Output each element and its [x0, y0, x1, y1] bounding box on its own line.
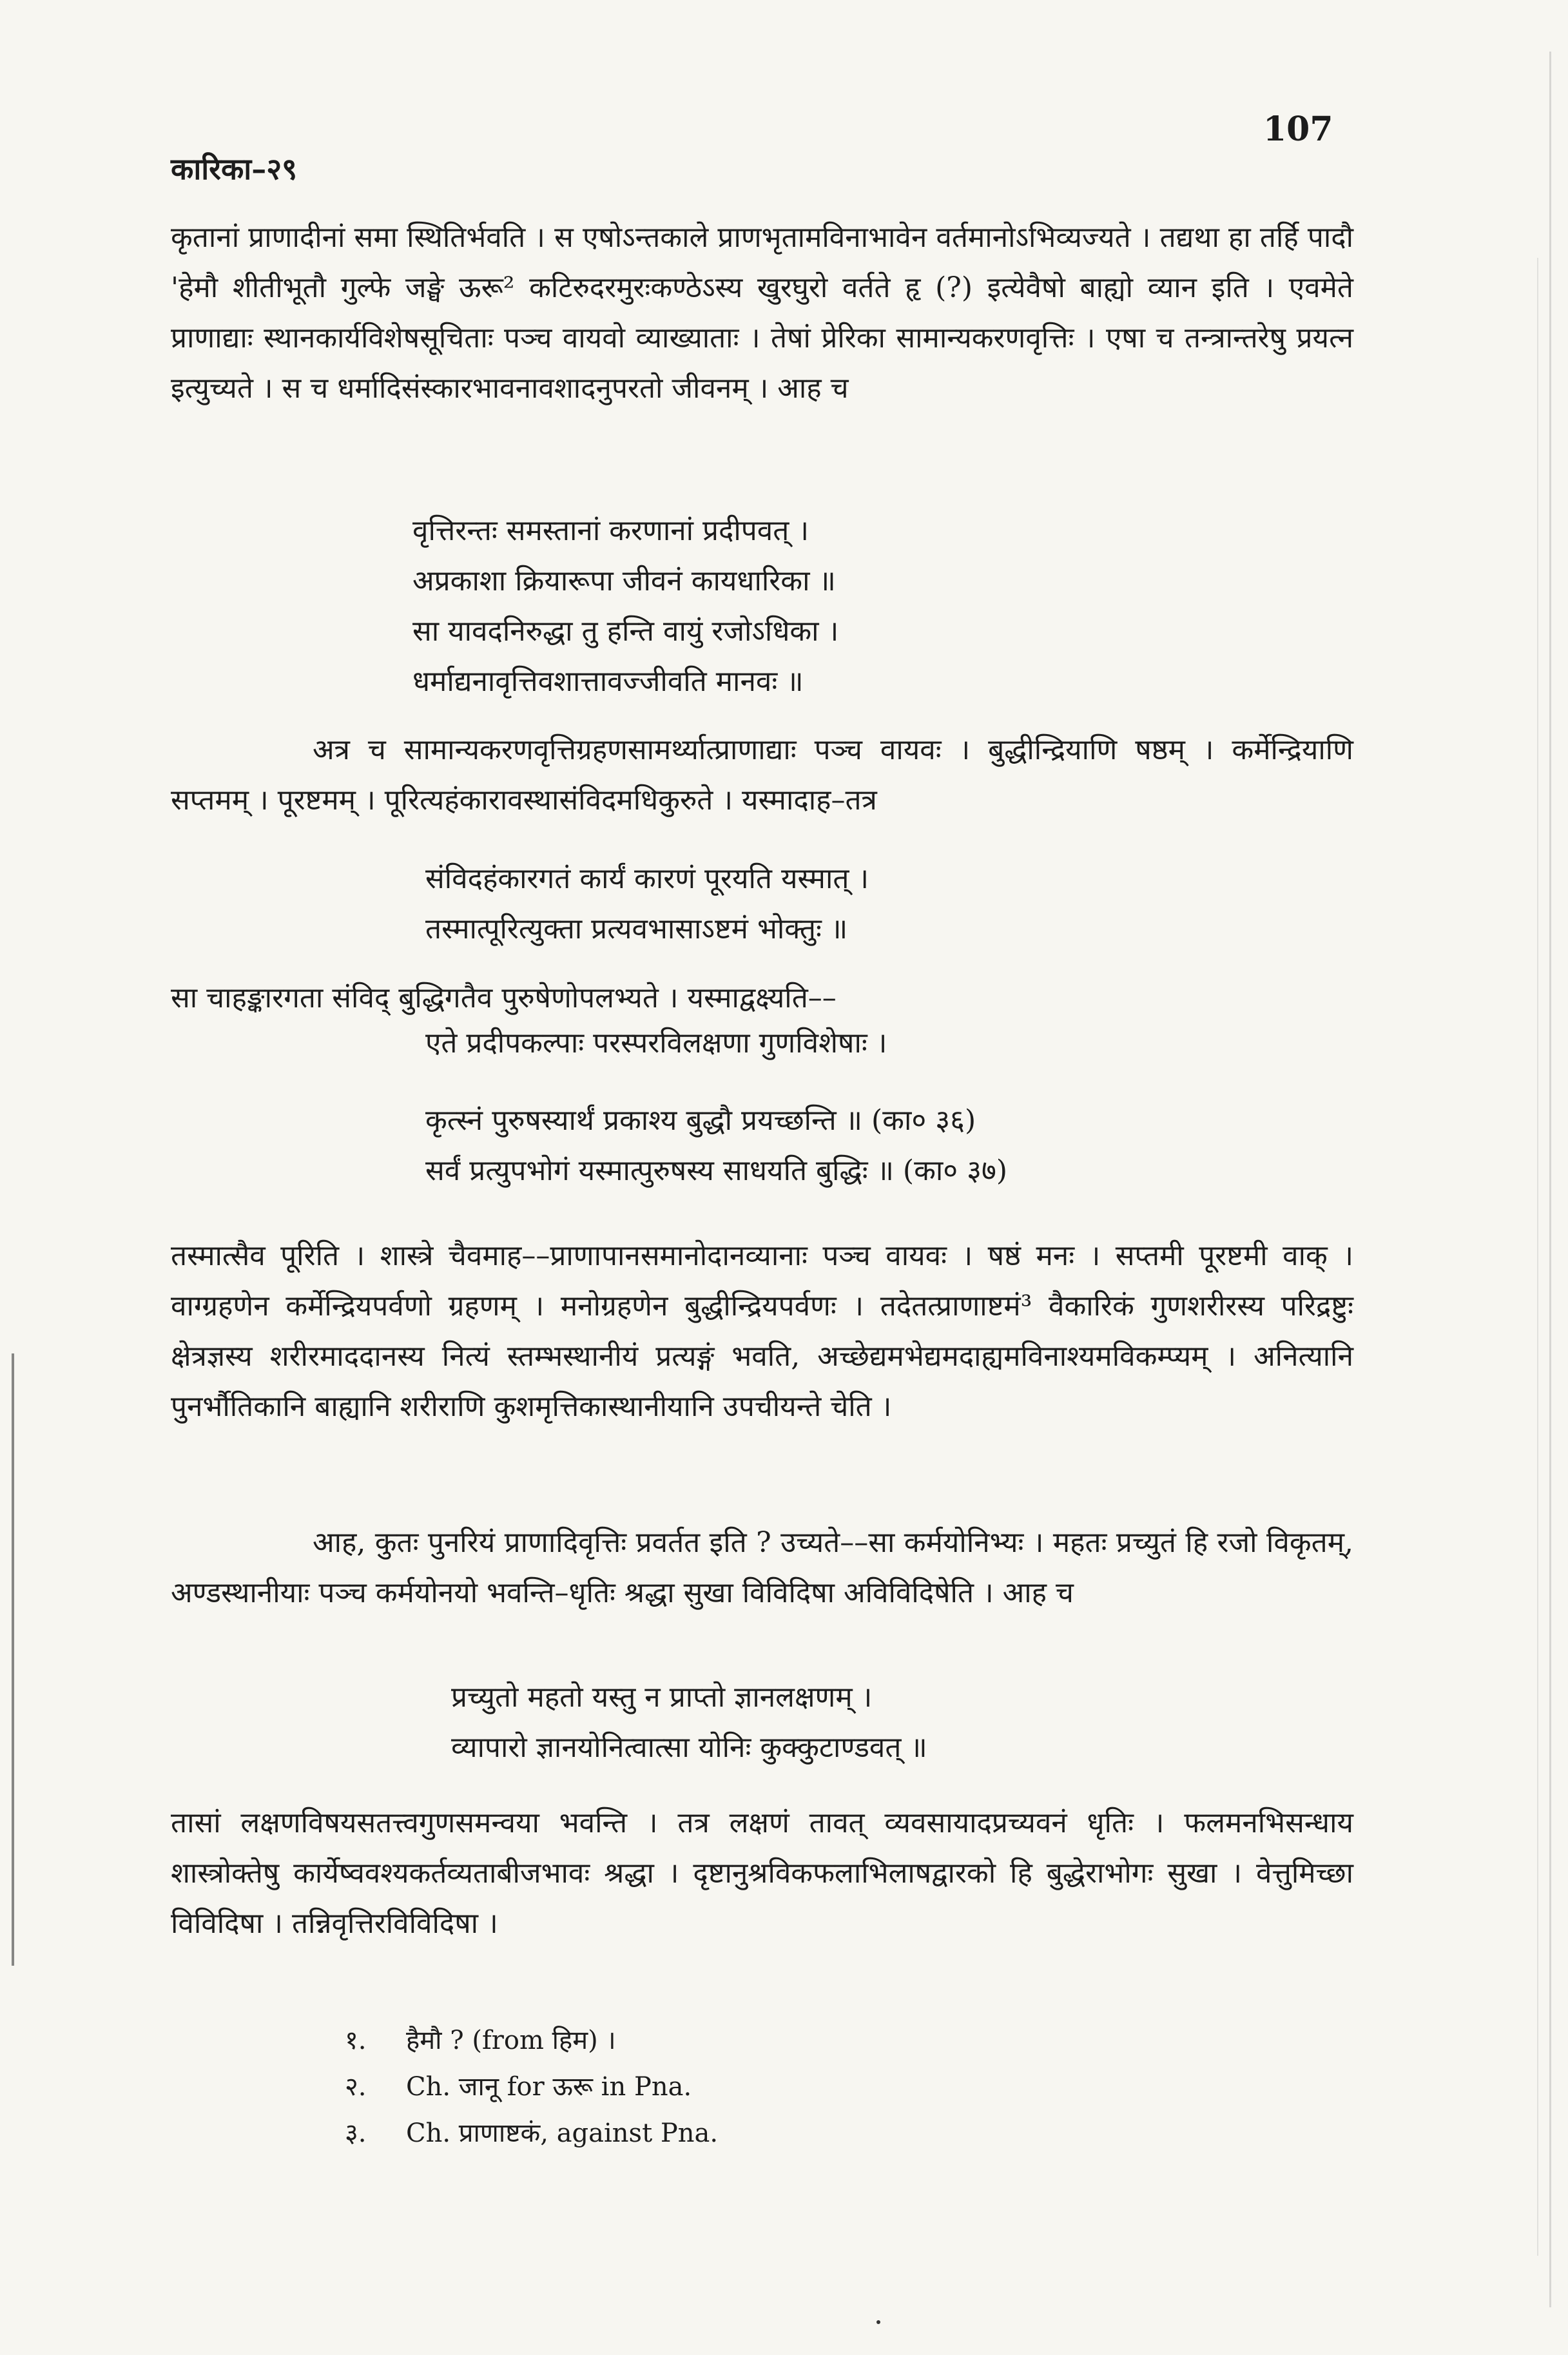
- verse-line: सा यावदनिरुद्धा तु हन्ति वायुं रजोऽधिका ।: [412, 615, 839, 648]
- footnote-number: ३.: [345, 2118, 367, 2148]
- verse-block-3: [425, 1018, 887, 1069]
- paragraph-1: कृतानां प्राणादीनां समा स्थितिर्भवति । स एषोऽन्तकाले प्राणभृतामविनाभावेन वर्तमानोऽभिव्यज्यते । तद्यथा हा तर्हि पादौ 'हेमौ शीतीभूतौ गुल्फे जङ्घे ऊरू² कटिरुदरमुरःकण्ठेऽस्य खुरघुरो वर्तते हृ (?) इत्येवैषो बाह्यो व्यान इति । एवमेते प्राणाद्याः स्थानकार्यविशेषसूचिताः पञ्च वायवो व्याख्याताः । तेषां प्रेरिका सामान्यकरणवृत्तिः । एषा च तन्त्रान्तरेषु प्रयत्न इत्युच्यते । स च धर्मादिसंस्कारभावनावशादनुपरतो जीवनम् । आह च: [171, 221, 1353, 405]
- verse-block-5: [451, 1672, 927, 1773]
- footnote-text: Ch. प्राणाष्टकं, against Pna.: [406, 2118, 719, 2148]
- paragraph-5: आह, कुतः पुनरियं प्राणादिवृत्तिः प्रवर्तत इति ? उच्यते––सा कर्मयोनिभ्यः । महतः प्रच्युतं हि रजो विकृतम्, अण्डस्थानीयाः पञ्च कर्मयोनयो भवन्ति–धृतिः श्रद्धा सुखा विविदिषा अविविदिषेति । आह च: [171, 1526, 1353, 1609]
- verse-line: धर्माद्यनावृत्तिवशात्तावज्जीवति मानवः ॥: [412, 665, 804, 698]
- scan-edge-right-inner: [1537, 258, 1538, 2256]
- scan-edge-right: [1549, 52, 1551, 2307]
- paragraph-4: तस्मात्सैव पूरिति । शास्त्रे चैवमाह––प्राणापानसमानोदानव्यानाः पञ्च वायवः । षष्ठं मनः । सप्तमी पूरष्टमी वाक् । वाग्ग्रहणेन कर्मेन्द्रियपर्वणो ग्रहणम् । मनोग्रहणेन बुद्धीन्द्रियपर्वणः । तदेतत्प्राणाष्टमं³ वैकारिकं गुणशरीरस्य परिद्रष्टुः क्षेत्रज्ञस्य शरीरमाददानस्य नित्यं स्तम्भस्थानीयं प्रत्यङ्गं भवति, अच्छेद्यमभेद्यमदाह्यमविनाश्यमविकम्प्यम् । अनित्यानि पुनर्भौतिकानि बाह्यानि शरीराणि कुशमृत्तिकास्थानीयानि उपचीयन्ते चेति ।: [171, 1239, 1353, 1423]
- footnotes: [345, 2017, 718, 2156]
- paragraph-3: सा चाहङ्कारगता संविद् बुद्धिगतैव पुरुषेणोपलभ्यते । यस्माद्वक्ष्यति––: [171, 982, 837, 1014]
- verse-line: प्रच्युतो महतो यस्तु न प्राप्तो ज्ञानलक्षणम् ।: [451, 1681, 873, 1714]
- footnote-number: १.: [345, 2026, 367, 2055]
- running-header: कारिका–२९: [171, 151, 298, 186]
- footnote-text: हैमौ ? (from हिम) ।: [406, 2026, 616, 2055]
- footnote-number: २.: [345, 2072, 367, 2102]
- verse-block-1: [412, 506, 838, 707]
- verse-line: एते प्रदीपकल्पाः परस्परविलक्षणा गुणविशेषाः ।: [425, 1027, 887, 1060]
- footnote-text: Ch. जानू for ऊरू in Pna.: [406, 2072, 692, 2102]
- footnote-item: [345, 2110, 718, 2156]
- footnote-item: [345, 2017, 718, 2064]
- paragraph-6: तासां लक्षणविषयसतत्त्वगुणसमन्वया भवन्ति । तत्र लक्षणं तावत् व्यवसायादप्रच्यवनं धृतिः । फलमनभिसन्धाय शास्त्रोक्तेषु कार्येष्ववश्यकर्तव्यताबीजभावः श्रद्धा । दृष्टानुश्रविकफलाभिलाषद्वारको हि बुद्धेराभोगः सुखा । वेत्तुमिच्छा विविदिषा । तन्निवृत्तिरविविदिषा ।: [171, 1807, 1353, 1940]
- verse-block-4: [425, 1096, 1007, 1196]
- verse-line: अप्रकाशा क्रियारूपा जीवनं कायधारिका ॥: [412, 565, 836, 597]
- verse-line: संविदहंकारगतं कार्यं कारणं पूरयति यस्मात् ।: [425, 862, 869, 895]
- verse-line: व्यापारो ज्ञानयोनित्वात्सा योनिः कुक्कुटाण्डवत् ॥: [451, 1731, 927, 1764]
- verse-block-2: [425, 854, 869, 955]
- page-number: 107: [1263, 110, 1333, 149]
- verse-line: सर्वं प्रत्युपभोगं यस्मात्पुरुषस्य साधयति बुद्धिः ॥ (का० ३७): [425, 1154, 1008, 1187]
- verse-line: कृत्स्नं पुरुषस्यार्थं प्रकाश्य बुद्धौ प्रयच्छन्ति ॥ (का० ३६): [425, 1104, 976, 1137]
- verse-line: वृत्तिरन्तः समस्तानां करणानां प्रदीपवत् ।: [412, 514, 809, 547]
- scan-speck: [876, 2320, 880, 2324]
- paragraph-2: अत्र च सामान्यकरणवृत्तिग्रहणसामर्थ्यात्प्राणाद्याः पञ्च वायवः । बुद्धीन्द्रियाणि षष्ठम् । कर्मेन्द्रियाणि सप्तमम् । पूरष्टमम् । पूरित्यहंकारावस्थासंविदमधिकुरुते । यस्मादाह–तत्र: [171, 733, 1353, 817]
- verse-line: तस्मात्पूरित्युक्ता प्रत्यवभासाऽष्टमं भोक्तुः ॥: [425, 913, 848, 945]
- footnote-item: [345, 2064, 718, 2110]
- scan-edge-left: [12, 1353, 14, 1966]
